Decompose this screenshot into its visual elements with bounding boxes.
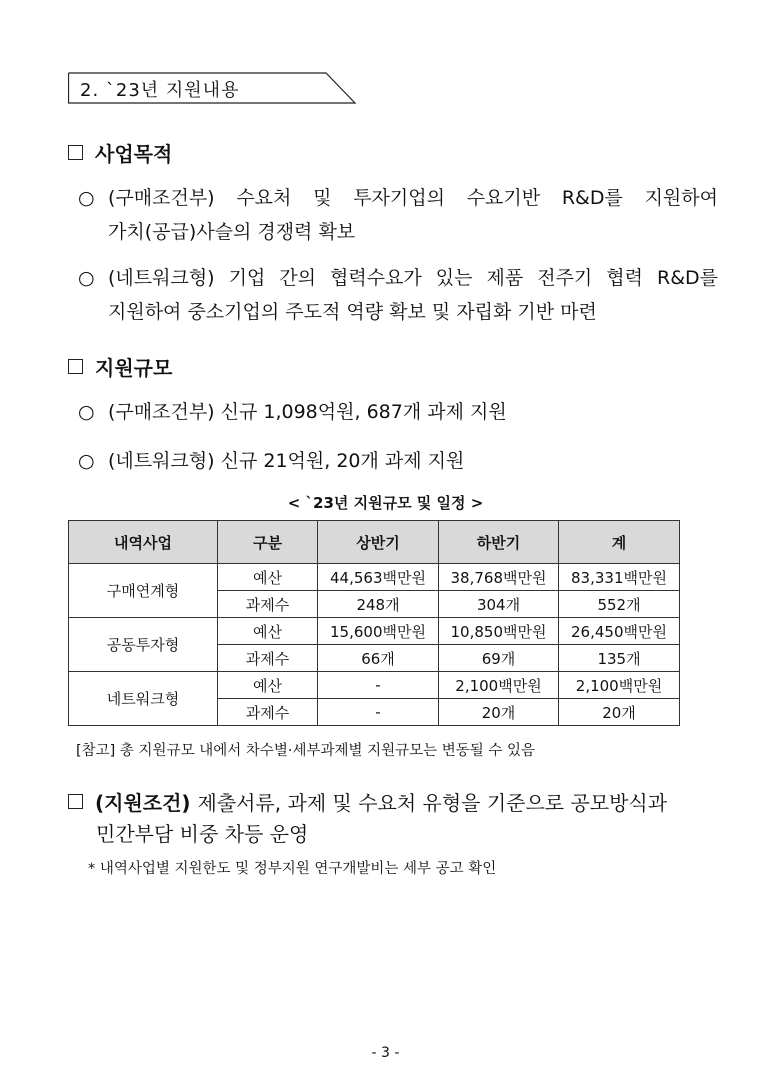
total-cell: 552개 <box>559 591 680 618</box>
first-half-cell: 248개 <box>318 591 439 618</box>
table-caption: < `23년 지원규모 및 일정 > <box>287 494 484 512</box>
circle-bullet-icon: ○ <box>78 267 95 289</box>
table-row <box>69 564 680 591</box>
conditions-line2: 민간부담 비중 차등 운영 <box>96 822 309 846</box>
second-half-cell: 10,850백만원 <box>439 618 559 645</box>
purpose-bullet-2-line1: (네트워크형) 기업 간의 협력수요가 있는 제품 전주기 협력 R&D를 <box>108 267 718 289</box>
purpose-bullet-2-line2: 지원하여 중소기업의 주도적 역량 확보 및 자립화 기반 마련 <box>108 301 597 323</box>
program-name-cell: 공동투자형 <box>69 618 218 672</box>
first-half-cell: 15,600백만원 <box>318 618 439 645</box>
scale-bullet-1-text: (구매조건부) 신규 1,098억원, 687개 과제 지원 <box>108 401 507 423</box>
type-cell: 과제수 <box>218 591 318 618</box>
checkbox-square-icon <box>68 794 83 809</box>
first-half-cell: 44,563백만원 <box>318 564 439 591</box>
second-half-cell: 38,768백만원 <box>439 564 559 591</box>
section-title: 2. `23년 지원내용 <box>80 80 240 101</box>
circle-bullet-icon: ○ <box>78 187 95 209</box>
second-half-cell: 69개 <box>439 645 559 672</box>
conditions-footnote: * 내역사업별 지원한도 및 정부지원 연구개발비는 세부 공고 확인 <box>88 861 497 877</box>
table-header-cell: 내역사업 <box>69 521 218 564</box>
program-name-cell: 네트워크형 <box>69 672 218 726</box>
total-cell: 26,450백만원 <box>559 618 680 645</box>
table-header-cell: 상반기 <box>318 521 439 564</box>
table-header-cell: 계 <box>559 521 680 564</box>
checkbox-square-icon <box>68 359 83 374</box>
circle-bullet-icon: ○ <box>78 401 95 423</box>
first-half-cell: 66개 <box>318 645 439 672</box>
circle-bullet-icon: ○ <box>78 450 95 472</box>
total-cell: 2,100백만원 <box>559 672 680 699</box>
type-cell: 예산 <box>218 672 318 699</box>
table-header-row <box>69 521 680 564</box>
table-header-cell: 하반기 <box>439 521 559 564</box>
type-cell: 예산 <box>218 564 318 591</box>
table-header-cell: 구분 <box>218 521 318 564</box>
program-name-cell: 구매연계형 <box>69 564 218 618</box>
conditions-line1: 제출서류, 과제 및 수요처 유형을 기준으로 공모방식과 <box>197 791 668 815</box>
page-number: - 3 - <box>371 1045 400 1061</box>
type-cell: 과제수 <box>218 699 318 726</box>
section-title-box <box>68 72 354 104</box>
total-cell: 135개 <box>559 645 680 672</box>
first-half-cell: - <box>318 672 439 699</box>
checkbox-square-icon <box>68 145 83 160</box>
table-note: [참고] 총 지원규모 내에서 차수별·세부과제별 지원규모는 변동될 수 있음 <box>76 743 535 759</box>
conditions-line2-wrap <box>96 818 308 847</box>
type-cell: 과제수 <box>218 645 318 672</box>
first-half-cell: - <box>318 699 439 726</box>
second-half-cell: 2,100백만원 <box>439 672 559 699</box>
total-cell: 83,331백만원 <box>559 564 680 591</box>
table-row <box>69 672 680 699</box>
table-row <box>69 618 680 645</box>
scale-heading: 지원규모 <box>68 352 172 381</box>
conditions-label: (지원조건) <box>95 791 191 815</box>
purpose-bullet-1-line2: 가치(공급)사슬의 경쟁력 확보 <box>108 221 356 243</box>
type-cell: 예산 <box>218 618 318 645</box>
scale-bullet-2-text: (네트워크형) 신규 21억원, 20개 과제 지원 <box>108 450 465 472</box>
purpose-heading: 사업목적 <box>68 138 172 167</box>
second-half-cell: 304개 <box>439 591 559 618</box>
purpose-bullet-1-line1: (구매조건부) 수요처 및 투자기업의 수요기반 R&D를 지원하여 <box>108 187 718 209</box>
total-cell: 20개 <box>559 699 680 726</box>
support-scale-table <box>68 520 680 726</box>
conditions-heading <box>68 787 698 816</box>
second-half-cell: 20개 <box>439 699 559 726</box>
